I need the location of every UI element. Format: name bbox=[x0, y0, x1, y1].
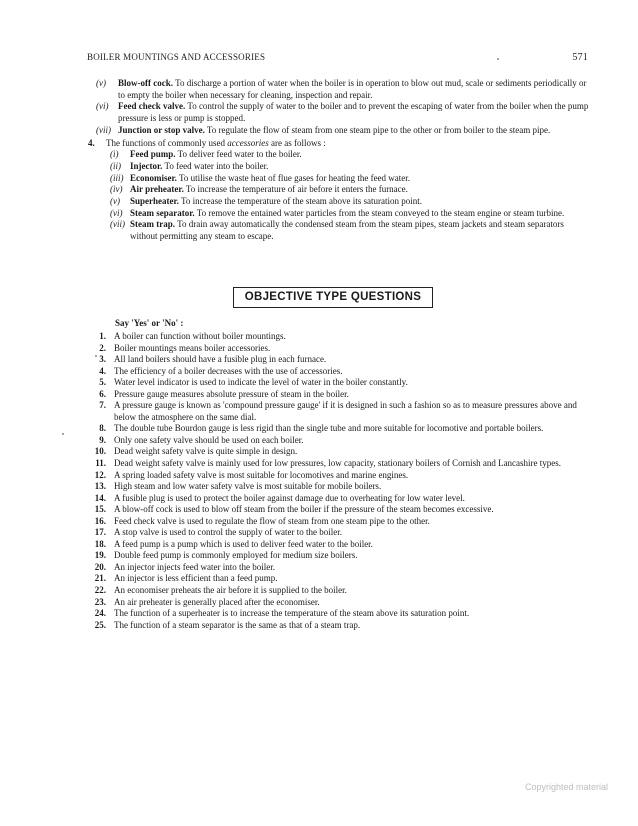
question-item bbox=[84, 400, 589, 423]
list-item bbox=[84, 149, 589, 161]
list-item bbox=[84, 184, 589, 196]
item-term: Steam separator. bbox=[130, 207, 195, 218]
page-number: 571 bbox=[572, 52, 588, 63]
list-item bbox=[84, 125, 589, 137]
question-item bbox=[84, 377, 589, 389]
question-text: Only one safety valve should be used on each boiler. bbox=[114, 434, 304, 445]
question-item bbox=[84, 620, 589, 632]
question-text: Dead weight safety valve is quite simple in design. bbox=[114, 446, 298, 457]
questions-list bbox=[84, 331, 589, 631]
question-text: Feed check valve is used to regulate the flow of steam from one steam pipe to the other. bbox=[114, 515, 430, 526]
question-number: 19. bbox=[94, 550, 106, 561]
question-text: The function of a superheater is to increase the temperature of the steam above its saturation point. bbox=[114, 608, 470, 619]
question-item bbox=[84, 550, 589, 562]
question-number: 7. bbox=[99, 400, 106, 411]
item-number: (vii) bbox=[96, 124, 111, 135]
question-text: A blow-off cock is used to blow off steam from the boiler if the pressure of the steam becomes excessive. bbox=[114, 504, 494, 515]
question-item bbox=[84, 585, 589, 597]
mountings-list bbox=[84, 78, 589, 243]
item-term: Air preheater. bbox=[130, 184, 184, 195]
question-text: A pressure gauge is known as 'compound pressure gauge' if it is designed in such a fashion so as to measure pressures above and below the atmosphere on the same dial. bbox=[114, 400, 577, 422]
question-number: 3. bbox=[99, 354, 106, 365]
question-item bbox=[84, 527, 589, 539]
question-item bbox=[84, 516, 589, 528]
item-text: To utilise the waste heat of flue gases for heating the feed water. bbox=[176, 172, 411, 183]
intro-text: The functions of commonly used bbox=[106, 137, 228, 148]
question-number: 21. bbox=[94, 573, 106, 584]
question-number: 15. bbox=[94, 504, 106, 515]
question-item bbox=[84, 470, 589, 482]
question-number: 22. bbox=[94, 585, 106, 596]
question-item bbox=[84, 366, 589, 378]
question-item bbox=[84, 573, 589, 585]
list-item bbox=[84, 219, 589, 242]
question-number: 2. bbox=[99, 342, 106, 353]
question-number: 18. bbox=[94, 538, 106, 549]
list-item bbox=[84, 173, 589, 185]
item-text: To regulate the flow of steam from one steam pipe to the other or from boiler to the steam pipe. bbox=[204, 124, 551, 135]
page-header bbox=[87, 52, 588, 66]
question-item bbox=[84, 504, 589, 516]
item-text: To increase the temperature of the steam above its saturation point. bbox=[178, 196, 423, 207]
scan-speck bbox=[62, 433, 64, 435]
question-number: 13. bbox=[94, 481, 106, 492]
question-item bbox=[84, 435, 589, 447]
question-number: 25. bbox=[94, 619, 106, 630]
intro-emphasis: accessories bbox=[227, 137, 269, 148]
list-item bbox=[84, 101, 589, 124]
question-item bbox=[84, 608, 589, 620]
item-term: Economiser. bbox=[130, 172, 177, 183]
intro-text-end: are as follows : bbox=[268, 137, 326, 148]
question-text: The double tube Bourdon gauge is less rigid than the single tube and more suitable for locomotive and portable boilers. bbox=[114, 423, 544, 434]
question-number: 8. bbox=[99, 423, 106, 434]
item-number: 4. bbox=[88, 137, 95, 148]
item-number: (iv) bbox=[110, 184, 123, 195]
question-number: 9. bbox=[99, 434, 106, 445]
question-item bbox=[84, 343, 589, 355]
item-text: To remove the entained water particles from the steam conveyed to the steam engine or steam turbine. bbox=[194, 207, 565, 218]
instruction-text: Say 'Yes' or 'No' : bbox=[115, 318, 184, 328]
question-text: A spring loaded safety valve is most suitable for locomotives and marine engines. bbox=[114, 469, 409, 480]
item-number: (v) bbox=[96, 78, 106, 88]
question-number: 12. bbox=[94, 469, 106, 480]
question-text: High steam and low water safety valve is most suitable for mobile boilers. bbox=[114, 481, 382, 492]
item-number: (v) bbox=[110, 196, 120, 207]
question-number: 11. bbox=[95, 458, 106, 469]
question-item bbox=[84, 389, 589, 401]
item-text: To drain away automatically the condensed steam from the steam pipes, steam jackets and steam separators without permitting any steam to escape. bbox=[130, 219, 564, 242]
question-number: 16. bbox=[94, 515, 106, 526]
copyright-watermark: Copyrighted material bbox=[524, 782, 608, 792]
item-term: Steam trap. bbox=[130, 219, 175, 230]
question-text: The function of a steam separator is the same as that of a steam trap. bbox=[114, 619, 361, 630]
question-number: 20. bbox=[94, 561, 106, 572]
question-item bbox=[84, 331, 589, 343]
question-text: An air preheater is generally placed after the economiser. bbox=[114, 596, 320, 607]
question-item bbox=[84, 562, 589, 574]
item-term: Superheater. bbox=[130, 196, 179, 207]
list-item bbox=[84, 196, 589, 208]
running-head: BOILER MOUNTINGS AND ACCESSORIES bbox=[87, 52, 266, 62]
question-text: A feed pump is a pump which is used to deliver feed water to the boiler. bbox=[114, 538, 373, 549]
question-text: An economiser preheats the air before it is supplied to the boiler. bbox=[114, 585, 347, 596]
question-text: Dead weight safety valve is mainly used for low pressures, low capacity, stationary boilers of Cornish and Lancashire types. bbox=[114, 458, 562, 469]
question-number: 24. bbox=[94, 608, 106, 619]
question-item bbox=[84, 597, 589, 609]
item-term: Feed pump. bbox=[130, 149, 176, 160]
item-number: (vii) bbox=[110, 219, 125, 230]
item-term: Injector. bbox=[130, 160, 163, 171]
item-term: Junction or stop valve. bbox=[118, 124, 205, 135]
item-text: To deliver feed water to the boiler. bbox=[175, 149, 302, 160]
item-number: (ii) bbox=[110, 160, 121, 171]
item-text: To feed water into the boiler. bbox=[162, 160, 269, 171]
accessories-intro bbox=[84, 138, 589, 150]
item-number: (vi) bbox=[110, 207, 123, 218]
item-term: Blow-off cock. bbox=[118, 78, 173, 88]
question-item bbox=[84, 493, 589, 505]
question-text: A boiler can function without boiler mountings. bbox=[114, 331, 286, 341]
question-number: 17. bbox=[94, 527, 106, 538]
question-number: 10. bbox=[94, 446, 106, 457]
question-number: 14. bbox=[94, 492, 106, 503]
question-text: The efficiency of a boiler decreases with the use of accessories. bbox=[114, 365, 343, 376]
item-text: To control the supply of water to the boiler and to prevent the escaping of water from the boiler when the pump pressure is less or pump is stopped. bbox=[118, 101, 589, 124]
question-text: A stop valve is used to control the supply of water to the boiler. bbox=[114, 527, 342, 538]
item-text: To increase the temperature of air before it enters the furnace. bbox=[183, 184, 408, 195]
question-text: An injector is less efficient than a feed pump. bbox=[114, 573, 278, 584]
item-text: To discharge a portion of water when the boiler is in operation to blow out mud, scale or sediments periodically or to empty the boiler when necessary for cleaning, inspection and repair. bbox=[118, 78, 587, 100]
question-item bbox=[84, 354, 589, 366]
question-item bbox=[84, 539, 589, 551]
question-item bbox=[84, 458, 589, 470]
question-text: Double feed pump is commonly employed for medium size boilers. bbox=[114, 550, 358, 561]
question-item bbox=[84, 481, 589, 493]
question-number: 1. bbox=[99, 331, 106, 341]
scan-speck bbox=[497, 58, 499, 60]
scan-speck bbox=[95, 355, 97, 357]
question-text: Pressure gauge measures absolute pressure of steam in the boiler. bbox=[114, 388, 349, 399]
question-number: 23. bbox=[94, 596, 106, 607]
question-text: All land boilers should have a fusible plug in each furnace. bbox=[114, 354, 327, 365]
item-number: (i) bbox=[110, 149, 119, 160]
item-number: (vi) bbox=[96, 101, 109, 112]
list-item bbox=[84, 78, 589, 101]
item-number: (iii) bbox=[110, 172, 124, 183]
list-item bbox=[84, 161, 589, 173]
question-text: Water level indicator is used to indicate the level of water in the boiler constantly. bbox=[114, 377, 408, 388]
question-number: 6. bbox=[99, 388, 106, 399]
question-text: An injector injects feed water into the boiler. bbox=[114, 561, 275, 572]
item-term: Feed check valve. bbox=[118, 101, 186, 112]
list-item bbox=[84, 208, 589, 220]
section-title: OBJECTIVE TYPE QUESTIONS bbox=[233, 287, 433, 308]
question-text: A fusible plug is used to protect the boiler against damage due to overheating for low water level. bbox=[114, 492, 465, 503]
question-number: 4. bbox=[99, 365, 106, 376]
question-number: 5. bbox=[99, 377, 106, 388]
question-text: Boiler mountings means boiler accessories. bbox=[114, 342, 271, 353]
question-item bbox=[84, 423, 589, 435]
question-item bbox=[84, 446, 589, 458]
